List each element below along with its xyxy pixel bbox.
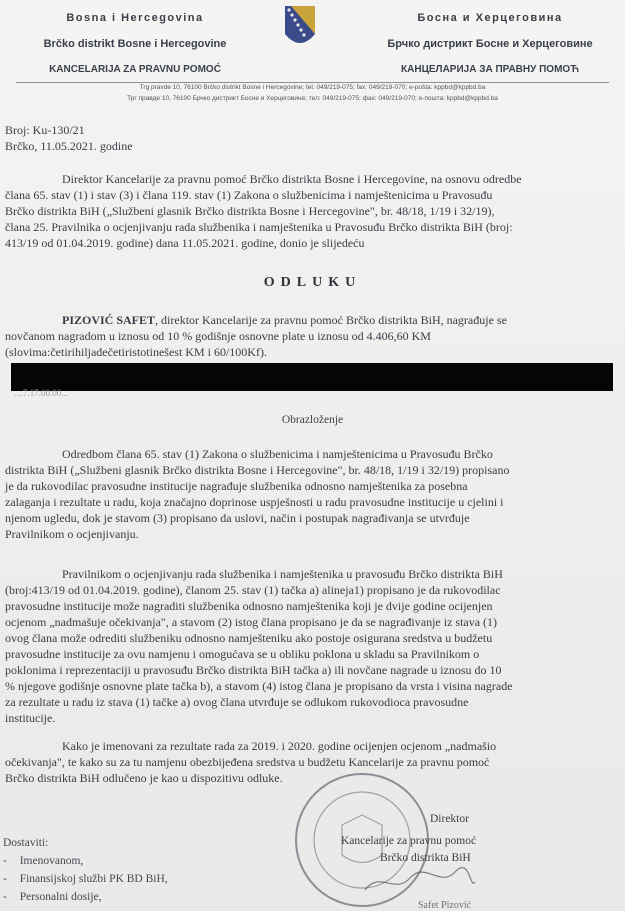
reasoning-p1-line-5: njenom ugledu, dok je stavom (3) propisano da uslovi, način i postupak nagrađivanja se utvrđuje xyxy=(5,511,470,525)
delivery-item-3: - Personalni dosije, xyxy=(3,891,102,903)
address-latin: Trg pravde 10, 76100 Brčko distrikt Bosne i Hercegovine; tel: 049/219-075; fax: 049/219-070; e-pošta: kppbd@kppbd.ba xyxy=(139,84,486,91)
reasoning-p3-line-1: Kako je imenovani za rezultate rada za 2019. i 2020. godine ocijenjen ocjenom „nadmašio xyxy=(62,739,497,753)
coat-of-arms-icon xyxy=(283,4,317,52)
reasoning-p2-line-5: ovog člana može odrediti službeniku odnosno namješteniku ako postoje osigurana sredstva u budžetu xyxy=(5,631,493,645)
delivery-item-1: - Imenovanom, xyxy=(3,855,84,867)
reasoning-p2-line-4: ocjenom „nadmašuje očekivanja", a stavom (2) istog člana propisano je da se nagrađivanje iz stava (1) xyxy=(5,615,498,629)
office-name-latin: KANCELARIJA ZA PRAVNU POMOĆ xyxy=(49,64,221,75)
decision-line-2: novčanom nagradom u iznosu od 10 % godišnje osnovne plate u iznosu od 4.406,60 KM xyxy=(5,329,431,343)
delivery-title: Dostaviti: xyxy=(3,837,49,849)
reasoning-p1-line-3: je da rukovodilac pravosudne institucije nagrađuje službenika odnosno namještenika za posebna xyxy=(5,479,468,493)
reasoning-p3-line-2: očekivanja", te kako su za tu namjenu obezbijeđena sredstva u budžetu Kancelarije za pravnu pomoć xyxy=(5,755,490,769)
signature-name: Safet Pizović xyxy=(418,900,472,911)
decision-title: ODLUKU xyxy=(263,275,362,290)
intro-line-5: 413/19 od 01.04.2019. godine) dana 11.05.2021. godine, donio je slijedeću xyxy=(5,236,365,250)
intro-line-1: Direktor Kancelarije za pravnu pomoć Brčko distrikta Bosne i Hercegovine, na osnovu odredbe xyxy=(62,172,522,186)
office-name-cyrillic: КАНЦЕЛАРИЈА ЗА ПРАВНУ ПОМОЋ xyxy=(401,64,579,75)
reasoning-p2-line-1: Pravilnikom o ocjenjivanju rada službenika i namještenika u pravosuđu Brčko distrikta BiH xyxy=(62,567,503,581)
intro-line-2: člana 65. stav (1) i stav (3) i člana 119. stav (1) Zakona o službenicima i namještenicima u Pravosuđu xyxy=(5,188,493,202)
reasoning-p2-line-2: (broj:413/19 od 01.04.2019. godine), članom 25. stav (1) tačka a) alineja1) propisano je da rukovodilac xyxy=(5,583,501,597)
letterhead-latin xyxy=(0,8,270,75)
partial-text-under-redaction: ....7.17.00.00... xyxy=(14,388,68,398)
letterhead-cyrillic xyxy=(355,8,625,75)
delivery-item-2: - Finansijskoj službi PK BD BiH, xyxy=(3,873,168,885)
reasoning-p1-line-6: Pravilnikom o ocjenjivanju. xyxy=(5,527,139,541)
reasoning-p2-line-10: institucije. xyxy=(5,711,56,725)
reasoning-p2-line-3: pravosudne institucije može nagraditi službenika odnosno namještenika koji je dvije godine ocijenjen xyxy=(5,599,493,613)
reasoning-p1-line-1: Odredbom člana 65. stav (1) Zakona o službenicima i namještenicima u Pravosuđu Brčko xyxy=(62,447,493,461)
delivery-item-1-text: Imenovanom, xyxy=(19,855,84,867)
document-date: Brčko, 11.05.2021. godine xyxy=(5,139,133,153)
reasoning-p2-line-6: pravosudne institucije za ovu namjenu i omogućava se u obliku poklona u skladu sa Pravilnikom o xyxy=(5,647,480,661)
decision-line-1-text: , direktor Kancelarije za pravnu pomoć Brčko distrikta BiH, nagrađuje se xyxy=(155,313,507,327)
reasoning-p1-line-4: zalaganja i rezultate u radu, koja značajno doprinose uspješnosti u radu pravosudne institucije u cjelini i xyxy=(5,495,504,509)
country-name-latin: Bosna i Hercegovina xyxy=(66,12,204,24)
district-name-latin: Brčko distrikt Bosne i Hercegovine xyxy=(43,38,227,50)
delivery-item-2-text: Finansijskoj službi PK BD BiH, xyxy=(19,873,168,885)
address-cyrillic: Трг правде 10, 76100 Брчко дистрикт Босне и Херцеговине; тел: 049/219-075; фах: 049/219-070; е-пошта: kppbd@kppbd.ba xyxy=(127,95,498,102)
signature-role: Direktor xyxy=(430,813,469,825)
intro-line-4: člana 25. Pravilnika o ocjenjivanju rada službenika i namještenika u Pravosuđu Brčko distrikta BiH (broj: xyxy=(5,220,513,234)
country-name-cyrillic: Босна и Херцеговина xyxy=(417,12,563,24)
decision-line-1 xyxy=(62,312,614,329)
signature-district: Brčko distrikta BiH xyxy=(380,852,471,864)
district-name-cyrillic: Брчко дистрикт Босне и Херцеговине xyxy=(387,38,593,50)
handwritten-signature-icon xyxy=(360,860,480,900)
delivery-item-3-text: Personalni dosije, xyxy=(19,891,102,903)
document-number: Broj: Ku-130/21 xyxy=(5,123,85,137)
header-divider xyxy=(16,82,609,83)
reasoning-p2-line-7: poklonima i reprezentaciji u pravosuđu Brčko distrikta BiH tačka a) ili novčane nagrade u iznosu do 10 xyxy=(5,663,502,677)
signature-office: Kancelarije za pravnu pomoć xyxy=(341,835,477,847)
reasoning-title: Obrazloženje xyxy=(281,414,344,426)
reasoning-p2-line-8: % njegove godišnje osnovne plate tačka b), a stavom (4) istog člana je propisano da vrsta i visina nagrade xyxy=(5,679,513,693)
redaction-bar xyxy=(11,363,613,391)
intro-line-3: Brčko distrikta BiH („Službeni glasnik Brčko distrikta Bosne i Hercegovine", br. 48/18, 1/19 i 32/19), xyxy=(5,204,495,218)
reasoning-p1-line-2: distrikta BiH („Službeni glasnik Brčko distrikta Bosne i Hercegovine", br. 48/18, 1/19 i 32/19) propisano xyxy=(5,463,510,477)
employee-name: PIZOVIĆ SAFET xyxy=(62,313,156,327)
decision-line-3: (slovima:četirihiljadečetiristotinešest KM i 60/100Kf). xyxy=(5,345,267,359)
reasoning-p3-line-3: Brčko distrikta BiH odlučeno je kao u dispozitivu odluke. xyxy=(5,771,283,785)
reasoning-p2-line-9: za rezultate u radu iz stava (1) tačke a) ovog člana utvrđuje se odlukom rukovodioca pravosudne xyxy=(5,695,469,709)
